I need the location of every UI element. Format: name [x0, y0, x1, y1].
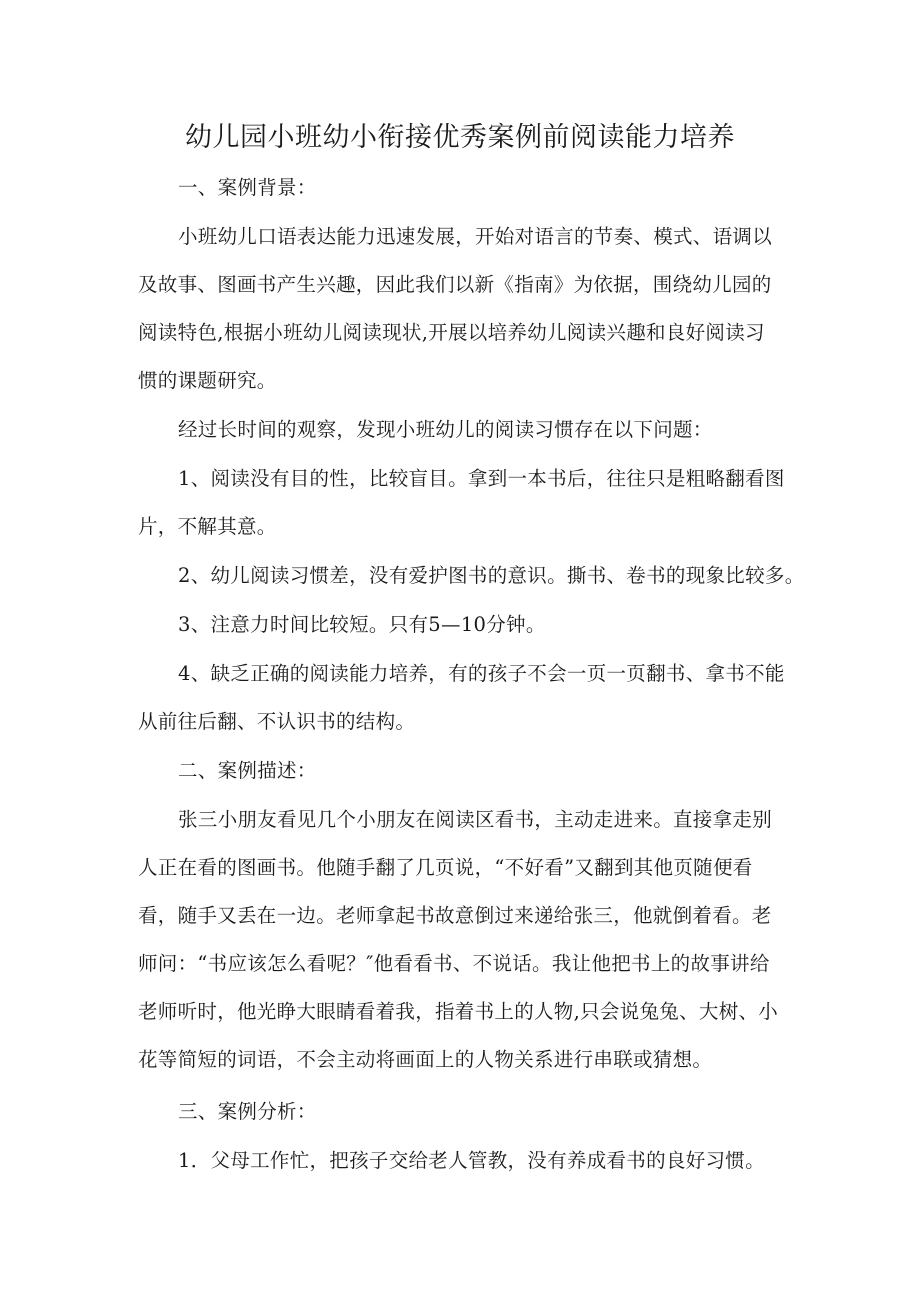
paragraph-line: 老师听时，他光睁大眼睛看着我，指着书上的人物,只会说兔兔、大树、小 — [138, 1000, 779, 1023]
paragraph-line: 人正在看的图画书。他随手翻了几页说，“不好看”又翻到其他页随便看 — [138, 856, 753, 879]
document-title: 幼儿园小班幼小衔接优秀案例前阅读能力培养 — [185, 122, 735, 153]
list-item: 3、注意力时间比较短。只有5—10分钟。 — [178, 613, 546, 636]
list-item: 1．父母工作忙，把孩子交给老人管教，没有养成看书的良好习惯。 — [178, 1149, 765, 1172]
list-item: 2、幼儿阅读习惯差，没有爱护图书的意识。撕书、卷书的现象比较多。 — [178, 564, 805, 587]
list-item: 4、缺乏正确的阅读能力培养，有的孩子不会一页一页翻书、拿书不能 — [178, 662, 785, 685]
paragraph-line: 师问：“书应该怎么看呢？″他看看书、不说话。我让他把书上的故事讲给 — [138, 952, 770, 975]
list-item-continuation: 片，不解其意。 — [138, 515, 277, 538]
list-item: 1、阅读没有目的性，比较盲目。拿到一本书后，往往只是粗略翻看图 — [178, 467, 785, 490]
paragraph-line: 小班幼儿口语表达能力迅速发展，开始对语言的节奏、模式、语调以 — [178, 225, 773, 248]
list-item-continuation: 从前往后翻、不认识书的结构。 — [138, 710, 416, 733]
paragraph-line: 看，随手又丢在一边。老师拿起书故意倒过来递给张三，他就倒着看。老 — [138, 904, 772, 927]
paragraph-line: 惯的课题研究。 — [138, 369, 277, 392]
paragraph-line: 花等简短的词语，不会主动将画面上的人物关系进行串联或猜想。 — [138, 1048, 713, 1071]
heading-case-background: 一、案例背景： — [178, 176, 317, 199]
heading-case-description: 二、案例描述： — [178, 759, 317, 782]
paragraph-line: 张三小朋友看见几个小朋友在阅读区看书，主动走进来。直接拿走别 — [178, 808, 773, 831]
paragraph-line: 阅读特色,根据小班幼儿阅读现状,开展以培养幼儿阅读兴趣和良好阅读习 — [138, 321, 765, 344]
heading-case-analysis: 三、案例分析： — [178, 1100, 317, 1123]
paragraph-line: 经过长时间的观察，发现小班幼儿的阅读习惯存在以下问题： — [178, 418, 713, 441]
paragraph-line: 及故事、图画书产生兴趣，因此我们以新《指南》为依据，围绕幼儿园的 — [138, 273, 772, 296]
